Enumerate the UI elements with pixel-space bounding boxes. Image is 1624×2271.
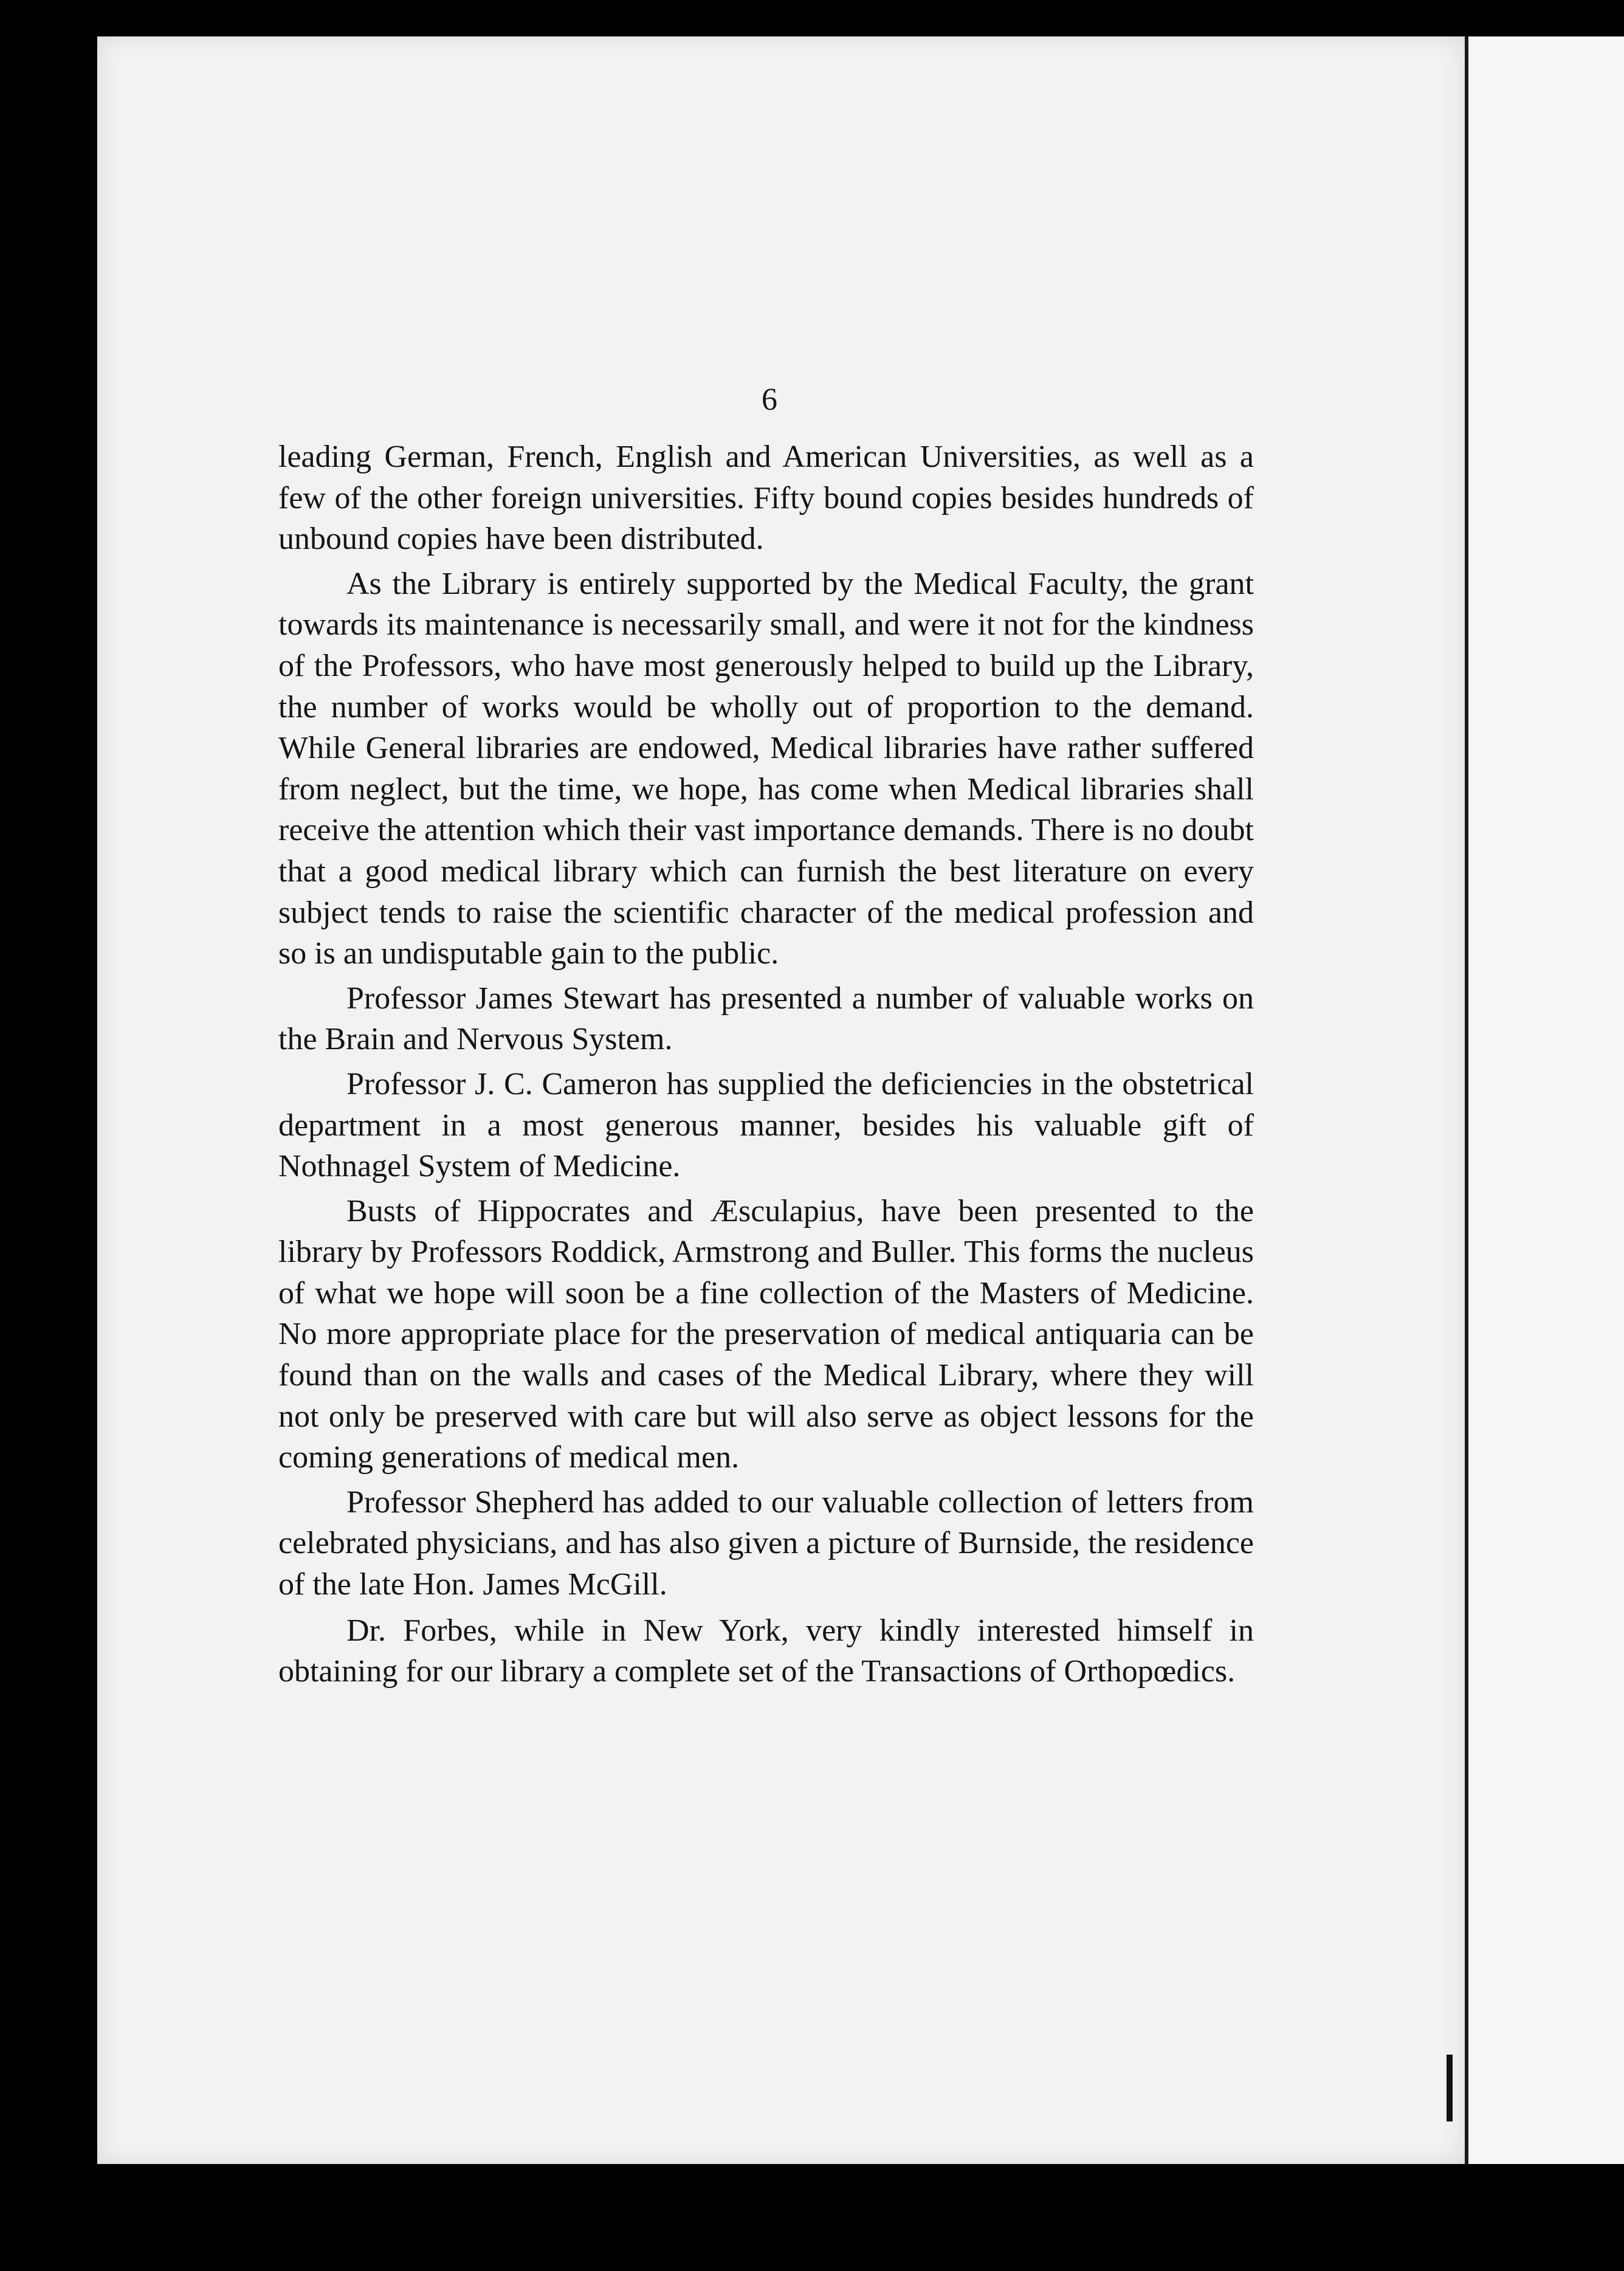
facing-page-edge: [1468, 36, 1624, 2164]
paragraph-busts: Busts of Hippocrates and Æsculapius, have been presented to the library by Professors Roddick, Armstrong and Buller. This forms the nucleus of what we hope will soon be a fine collection of the Masters of Medicine. No more appropriate place for the preservation of medical antiquaria can be found than on the walls and cases of the Medical Library, where they will not only be preserved with care but will also serve as object lessons for the coming generations of medical men.: [278, 1193, 1254, 1475]
paragraph-stewart: Professor James Stewart has presented a number of valuable works on the Brain and Nervous System.: [278, 980, 1254, 1057]
body-text: [278, 436, 1254, 1696]
paragraph-continuation: leading German, French, English and American Universities, as well as a few of the other foreign universities. Fifty bound copies besides hundreds of unbound copies have been distributed.: [278, 439, 1254, 557]
facing-page-mark: [1447, 2055, 1453, 2121]
paragraph-library-support: As the Library is entirely supported by the Medical Faculty, the grant towards its maintenance is necessarily small, and were it not for the kindness of the Professors, who have most generously helped to build up the Library, the number of works would be wholly out of proportion to the demand. While General libraries are endowed, Medical libraries have rather suffered from neglect, but the time, we hope, has come when Medical libraries shall receive the attention which their vast importance demands. There is no doubt that a good medical library which can furnish the best literature on every subject tends to raise the scientific character of the medical profession and so is an undisputable gain to the public.: [278, 566, 1254, 971]
paragraph-shepherd: Professor Shepherd has added to our valuable collection of letters from celebrated physicians, and has also given a picture of Burnside, the residence of the late Hon. James McGill.: [278, 1484, 1254, 1602]
page-number: 6: [762, 382, 777, 417]
paragraph-cameron: Professor J. C. Cameron has supplied the deficiencies in the obstetrical department in a most generous manner, besides his valuable gift of Nothnagel System of Medicine.: [278, 1066, 1254, 1184]
paragraph-forbes: Dr. Forbes, while in New York, very kindly interested himself in obtaining for our library a complete set of the Transactions of Orthopœdics.: [278, 1613, 1254, 1689]
